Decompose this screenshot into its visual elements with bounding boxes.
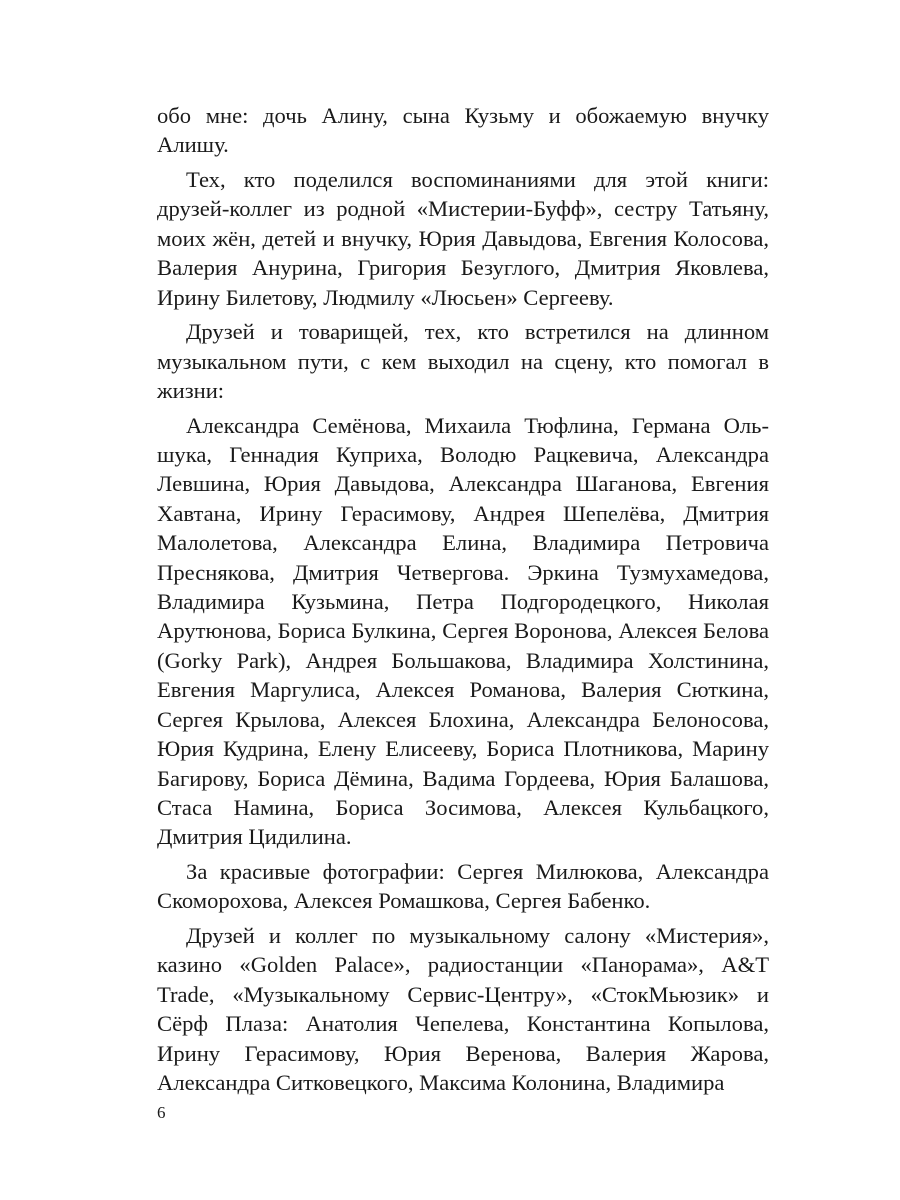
- paragraph-photographers: За красивые фотографии: Сергея Милюкова, Александра Скоморохова, Алексея Ромашкова, Сергея Бабенко.: [157, 858, 769, 914]
- page-number: 6: [157, 1103, 166, 1122]
- paragraph-friends-intro: Друзей и товарищей, тех, кто встретился на длинном музыкальном пути, с кем выходил на сцену, кто помогал в жизни:: [157, 319, 769, 404]
- paragraph-continuation: обо мне: дочь Алину, сына Кузьму и обожаемую внучку Алишу.: [157, 103, 769, 158]
- paragraph-musicians-list: Александра Семёнова, Михаила Тюфлина, Германа Ольшука, Геннадия Куприха, Володю Рацкевича, Александра Левшина, Юрия Давыдова, Александра Шаганова, Евгения Хавтана, Ирину Герасимову, Андрея Шепелёва, Дмитрия Малолетова, Александра Елина, Владимира Петровича Преснякова, Дмитрия Четвергова. Эркина Тузмухамедова, Владимира Кузьмина, Петра Подгородецкого, Николая Арутюнова, Бориса Булкина, Сергея Воронова, Алексея Белова (Gorky Park), Андрея Большакова, Владимира Холстинина, Евгения Маргулиса, Алексея Романова, Валерия Сюткина, Сергея Крылова, Алексея Блохина, Александра Белоносова, Юрия Кудрина, Елену Елисееву, Бориса Плотникова, Марину Багирову, Бориса Дёмина, Вадима Гордеева, Юрия Балашова, Стаса Намина, Бориса Зосимова, Алексея Кульбацкого, Дмитрия Цидилина.: [157, 412, 769, 850]
- paragraph-memories-contributors: Тех, кто поделился воспоминаниями для этой книги: друзей-коллег из родной «Мистерии-Буфф», сестру Татьяну, моих жён, детей и внучку, Юрия Давыдова, Евгения Колосова, Валерия Анурина, Григория Безуглого, Дмитрия Яковлева, Ирину Билетову, Людмилу «Люсьен» Сергееву.: [157, 167, 769, 310]
- paragraph-colleagues: Друзей и коллег по музыкальному салону «Мистерия», казино «Golden Palace», радиостанции «Панорама», A&T Trade, «Музыкальному Сервис-Центру», «СтокМьюзик» и Сёрф Плаза: Анатолия Чепелева, Константина Копылова, Ирину Герасимову, Юрия Веренова, Валерия Жарова, Александра Ситковецкого, Максима Колонина, Владимира: [157, 922, 769, 1095]
- body-text: [157, 101, 769, 1103]
